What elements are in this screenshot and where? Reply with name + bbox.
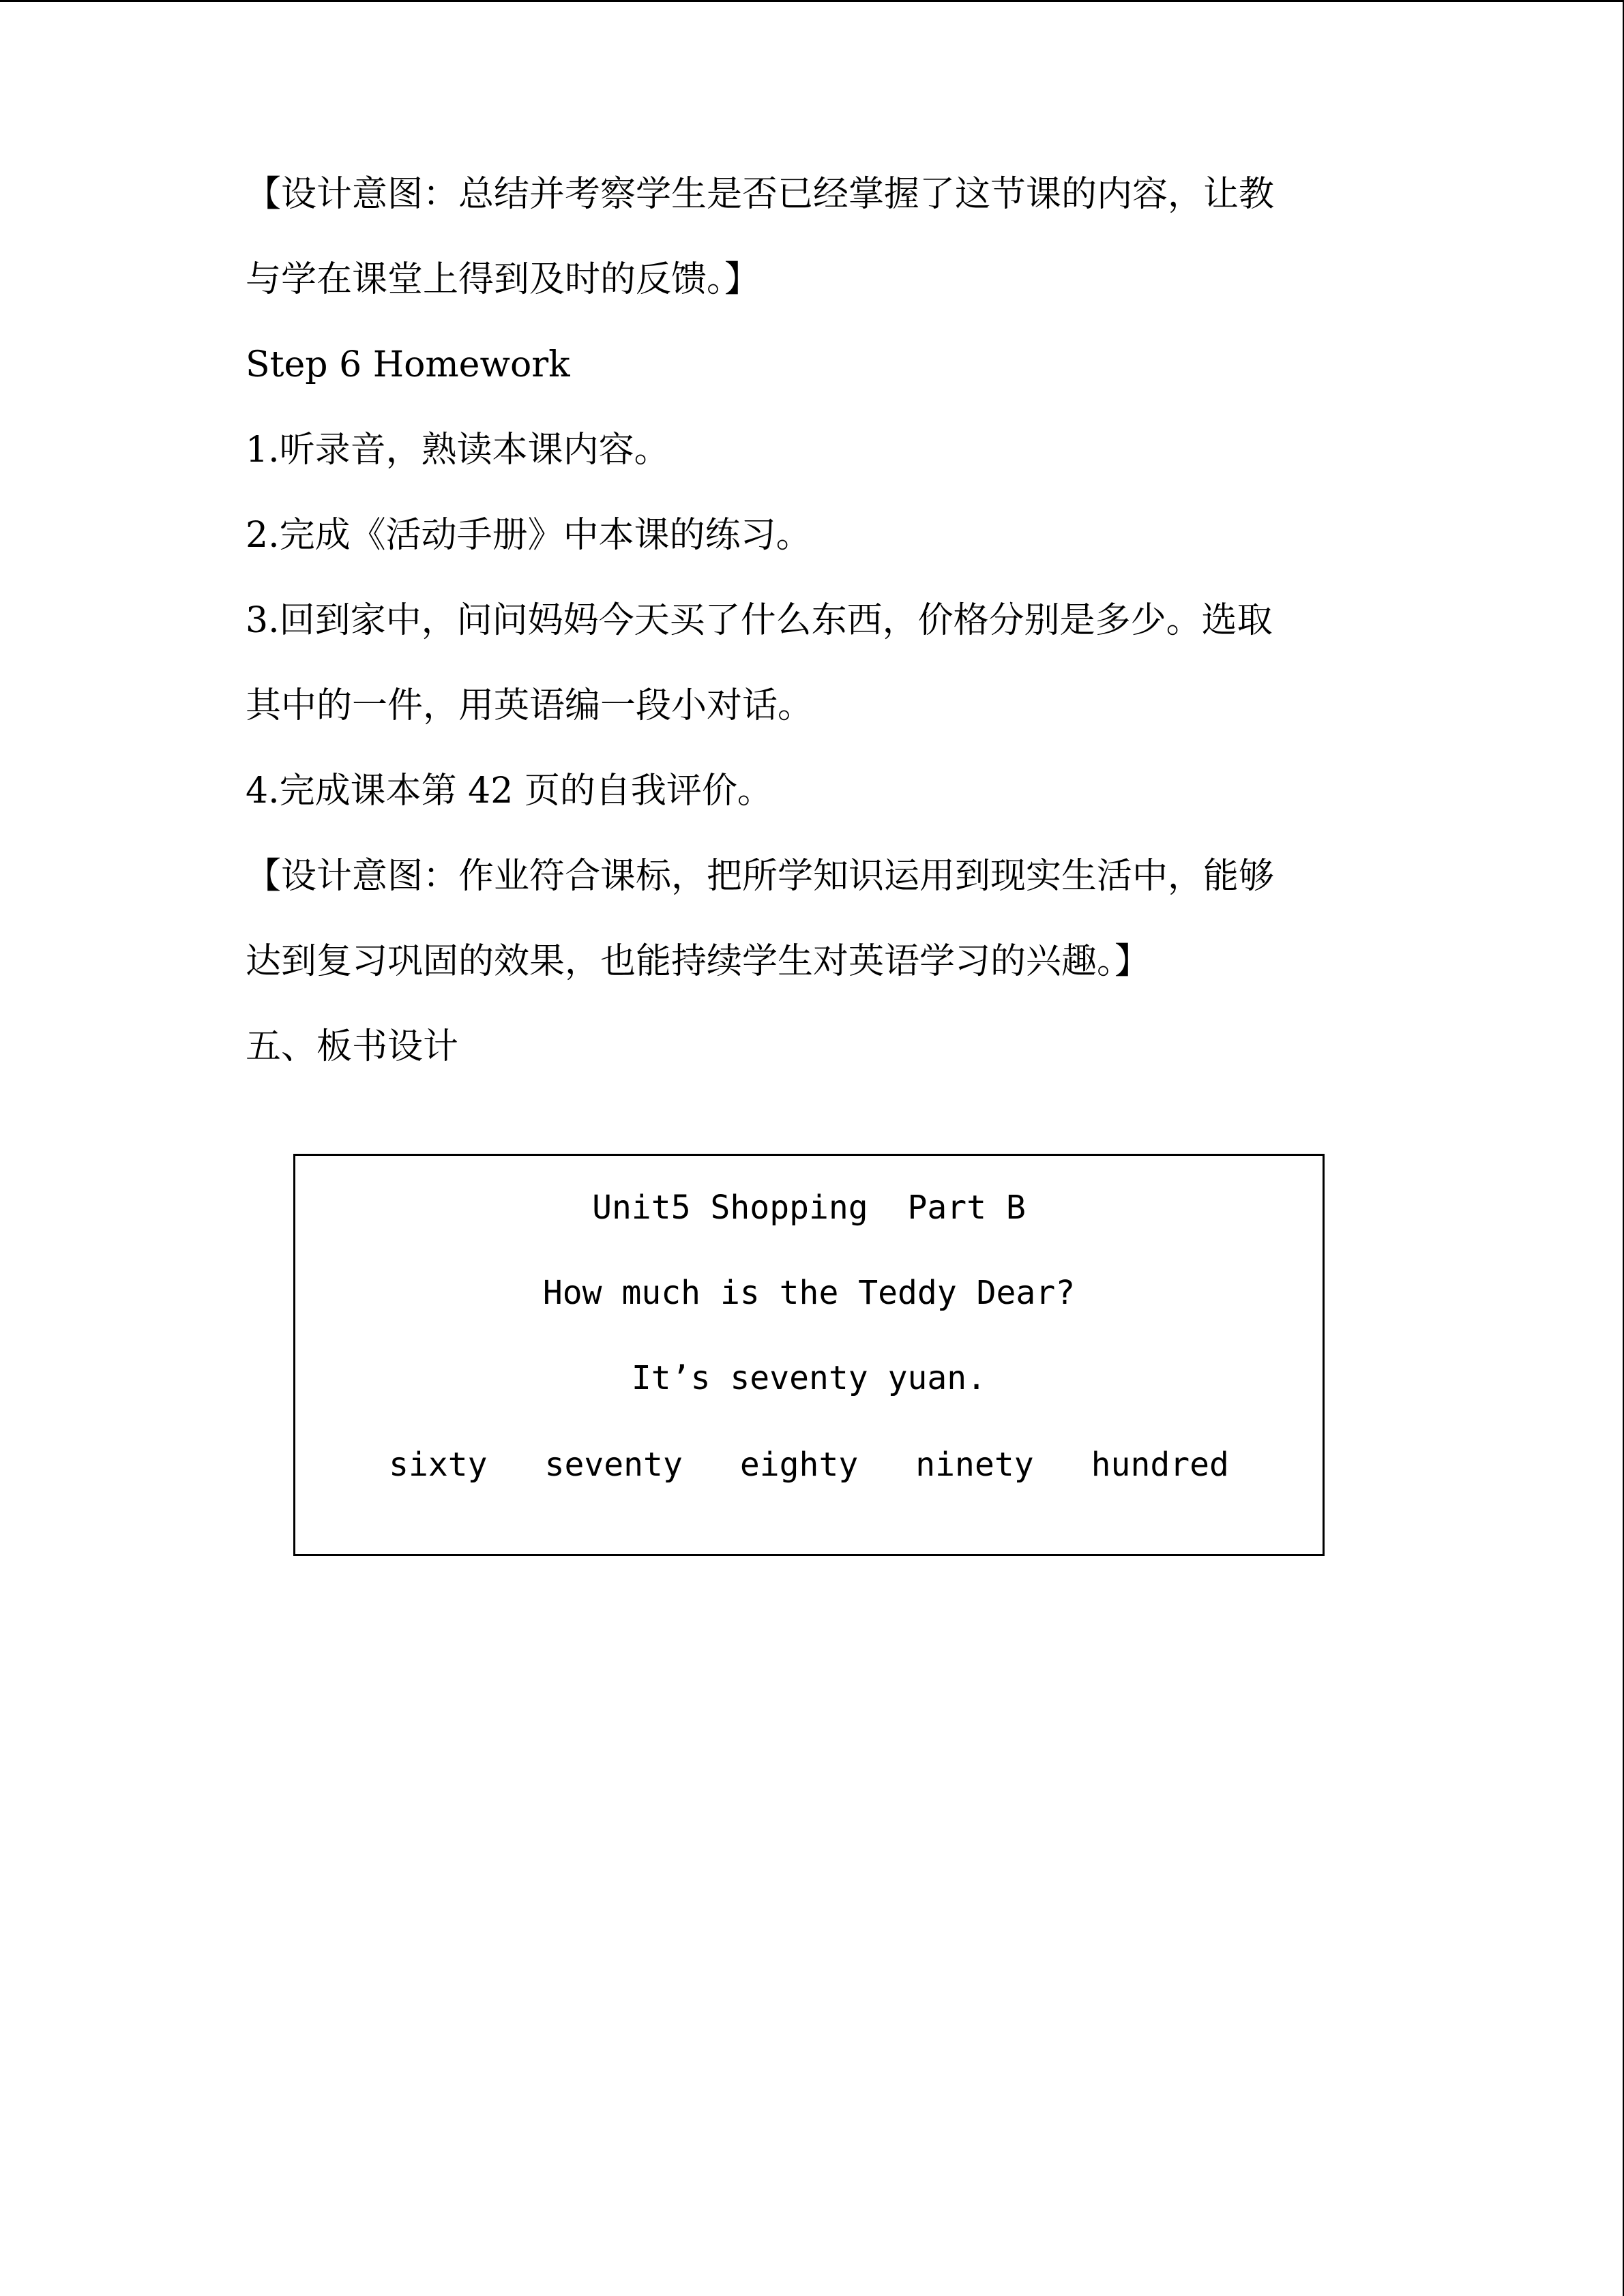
homework-item-3-line-1: 3.回到家中，问问妈妈今天买了什么东西，价格分别是多少。选取 bbox=[246, 600, 1273, 641]
vocab-word: eighty bbox=[739, 1446, 859, 1484]
vocab-word: seventy bbox=[544, 1446, 683, 1484]
vocab-word: sixty bbox=[389, 1446, 488, 1484]
design-intent-1-line-2: 与学在课堂上得到及时的反馈。】 bbox=[246, 259, 761, 300]
board-question: How much is the Teddy Dear? bbox=[542, 1274, 1076, 1312]
section-5-heading: 五、板书设计 bbox=[246, 1026, 459, 1067]
page-top-border bbox=[0, 0, 1624, 2]
blackboard-design-box bbox=[293, 1154, 1325, 1556]
vocab-word: ninety bbox=[915, 1446, 1034, 1484]
board-vocab-list bbox=[295, 1444, 1323, 1485]
vocab-word: hundred bbox=[1091, 1446, 1229, 1484]
design-intent-1-line-1: 【设计意图：总结并考察学生是否已经掌握了这节课的内容，让教 bbox=[246, 174, 1275, 215]
board-answer: It’s seventy yuan. bbox=[631, 1359, 987, 1397]
step-6-heading: Step 6 Homework bbox=[246, 344, 570, 385]
homework-item-3-line-2: 其中的一件，用英语编一段小对话。 bbox=[246, 685, 814, 726]
design-intent-2-line-1: 【设计意图：作业符合课标，把所学知识运用到现实生活中，能够 bbox=[246, 856, 1275, 897]
homework-item-1: 1.听录音，熟读本课内容。 bbox=[246, 430, 670, 471]
homework-item-2: 2.完成《活动手册》中本课的练习。 bbox=[246, 515, 812, 556]
design-intent-2-line-2: 达到复习巩固的效果，也能持续学生对英语学习的兴趣。】 bbox=[246, 941, 1151, 982]
board-title: Unit5 Shopping Part B bbox=[592, 1189, 1026, 1227]
homework-item-4: 4.完成课本第 42 页的自我评价。 bbox=[246, 771, 773, 811]
